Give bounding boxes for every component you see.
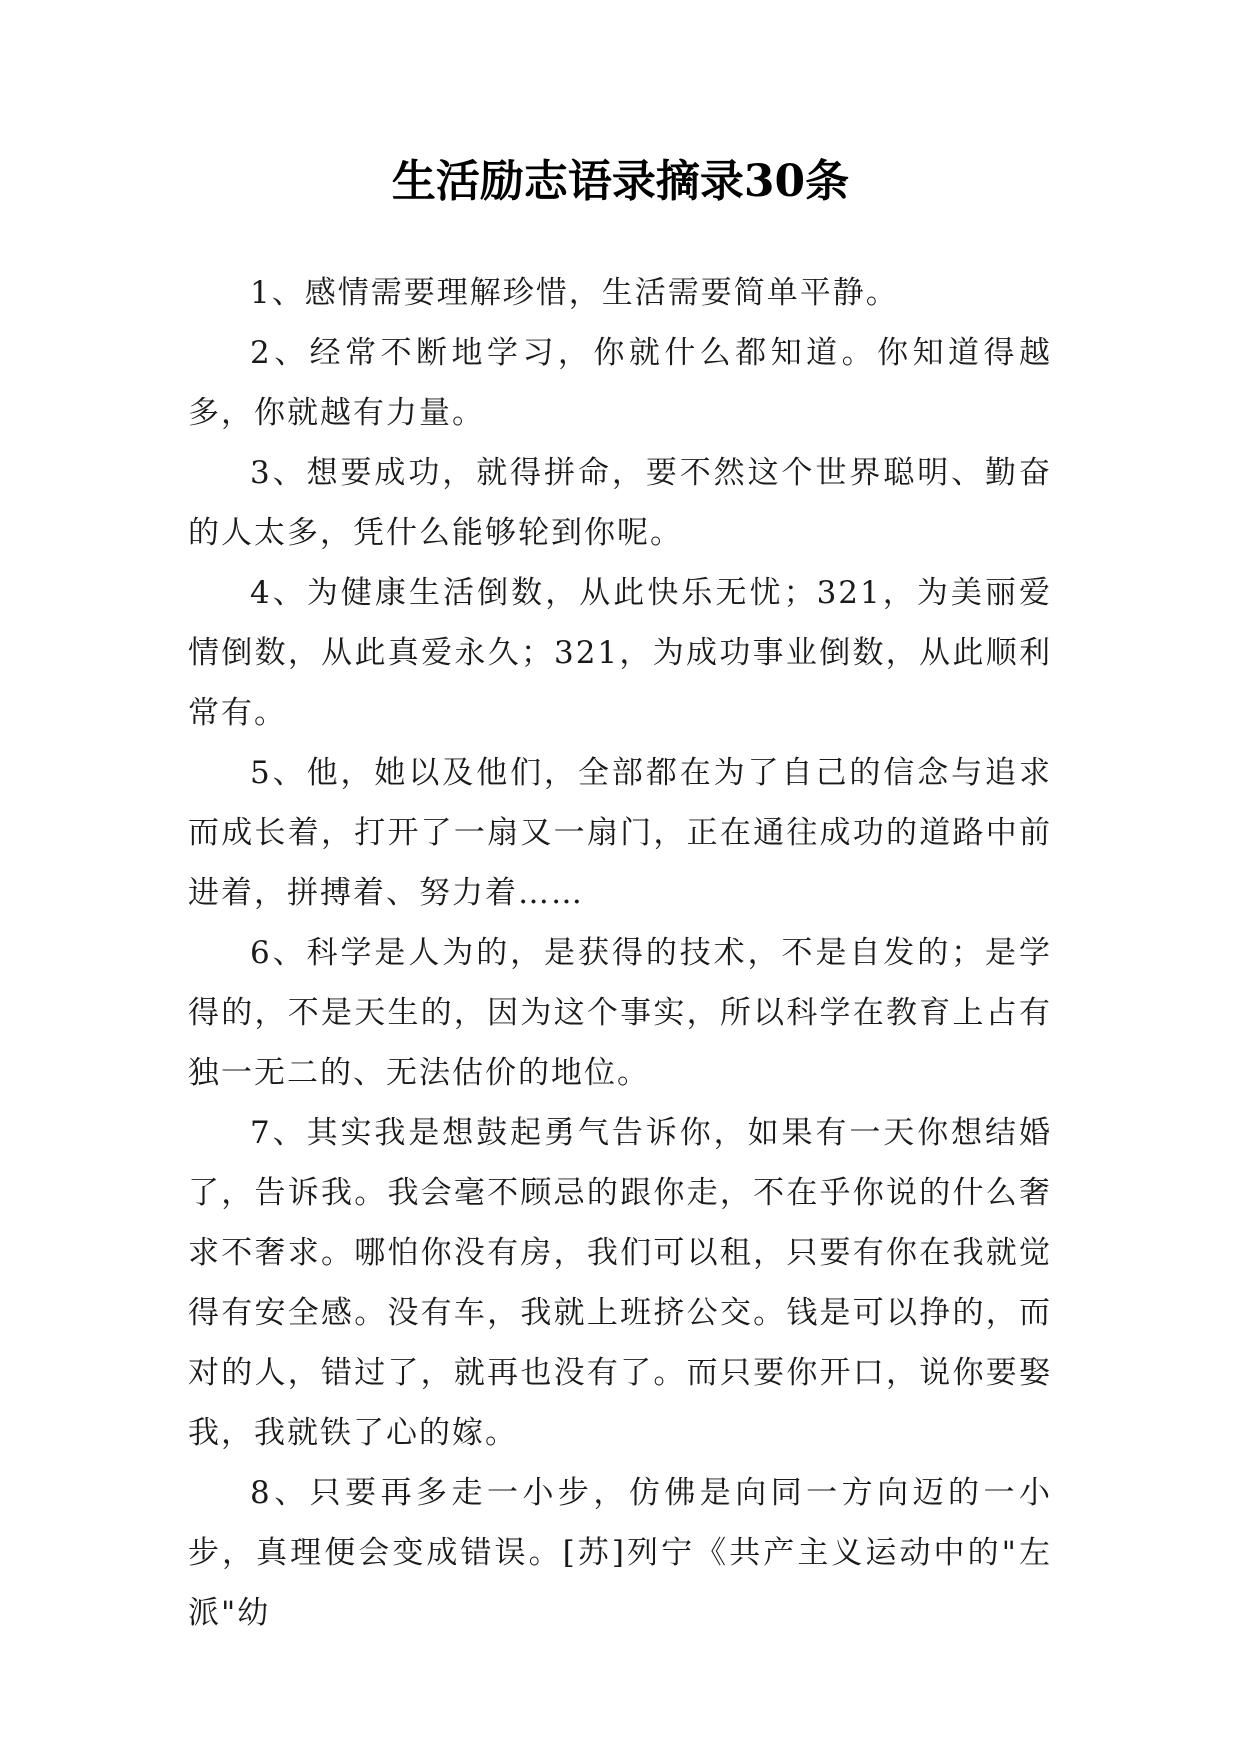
paragraph-7: 7、其实我是想鼓起勇气告诉你，如果有一天你想结婚了，告诉我。我会毫不顾忌的跟你走，不在乎你说的什么奢求不奢求。哪怕你没有房，我们可以租，只要有你在我就觉得有安全感。没有车，我就上班挤公交。钱是可以挣的，而对的人，错过了，就再也没有了。而只要你开口，说你要娶我，我就铁了心的嫁。 [188,1115,1052,1451]
paragraph-5: 5、他，她以及他们，全部都在为了自己的信念与追求而成长着，打开了一扇又一扇门，正在通往成功的道路中前进着，拼搏着、努力着…… [188,755,1052,911]
paragraph-4: 4、为健康生活倒数，从此快乐无忧；321，为美丽爱情倒数，从此真爱永久；321，为成功事业倒数，从此顺利常有。 [188,575,1052,731]
paragraph-2: 2、经常不断地学习，你就什么都知道。你知道得越多，你就越有力量。 [188,335,1052,431]
paragraph-3: 3、想要成功，就得拼命，要不然这个世界聪明、勤奋的人太多，凭什么能够轮到你呢。 [188,455,1052,551]
document-body [188,263,1052,1643]
paragraph-8: 8、只要再多走一小步，仿佛是向同一方向迈的一小步，真理便会变成错误。[苏]列宁《共产主义运动中的"左派"幼 [188,1475,1052,1631]
paragraph-1: 1、感情需要理解珍惜，生活需要简单平静。 [250,275,899,311]
paragraph-6: 6、科学是人为的，是获得的技术，不是自发的；是学得的，不是天生的，因为这个事实，所以科学在教育上占有独一无二的、无法估价的地位。 [188,935,1052,1091]
document-title: 生活励志语录摘录30条 [391,156,850,207]
